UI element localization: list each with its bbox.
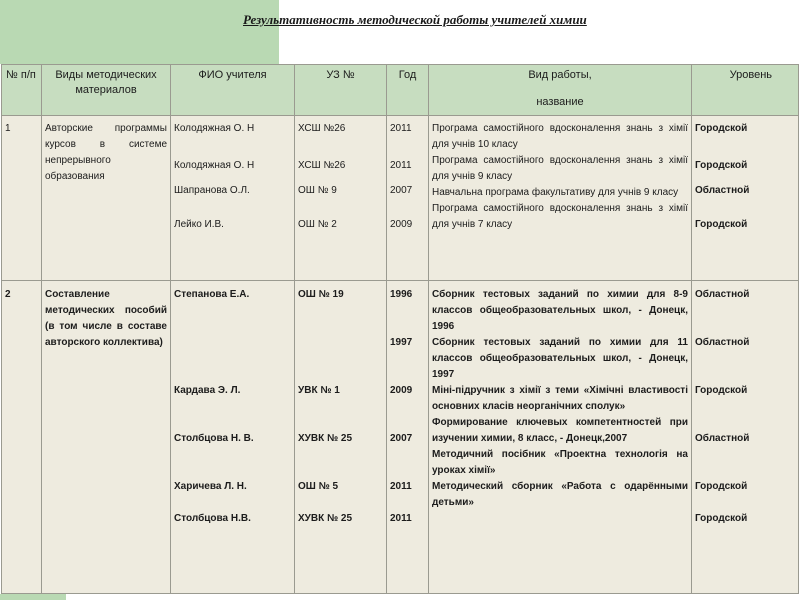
teacher-name: Степанова Е.А. bbox=[174, 289, 250, 300]
year-value: 2009 bbox=[390, 385, 413, 396]
work-title: Сборник тестовых заданий по химии для 8-9 классов общеобразовательных школ, - Донецк, 1996 bbox=[432, 289, 688, 332]
school-number: ОШ № 5 bbox=[298, 481, 339, 492]
school-number: ОШ № 19 bbox=[298, 289, 344, 300]
header-work bbox=[429, 65, 692, 116]
row-number: 1 bbox=[2, 116, 42, 281]
level-cell bbox=[692, 281, 799, 594]
year-value: 2007 bbox=[390, 185, 413, 196]
school-number: УВК № 1 bbox=[298, 385, 340, 396]
year-value: 1997 bbox=[390, 337, 413, 348]
year-value: 2009 bbox=[390, 219, 413, 230]
work-title: Програма самостійного вдосконалення знань з хімії для учнів 10 класу bbox=[432, 123, 688, 150]
row-number: 2 bbox=[2, 281, 42, 594]
school-cell bbox=[295, 281, 387, 594]
school-number: ХСШ №26 bbox=[298, 160, 346, 171]
year-cell bbox=[387, 281, 429, 594]
teacher-cell bbox=[171, 281, 295, 594]
work-title: Міні-підручник з хімії з теми «Хімічні властивості основних класів неорганічних сполук» bbox=[432, 385, 688, 412]
teacher-name: Шапранова О.Л. bbox=[174, 185, 250, 196]
level-value: Городской bbox=[695, 513, 748, 524]
work-title: Програма самостійного вдосконалення знань з хімії для учнів 9 класу bbox=[432, 155, 688, 182]
material-type: Составление методических пособий (в том числе в составе авторского коллектива) bbox=[42, 281, 171, 594]
work-title: Сборник тестовых заданий по химии для 11 классов общеобразовательных школ, - Донецк, 1997 bbox=[432, 337, 688, 380]
teacher-name: Кардава Э. Л. bbox=[174, 385, 241, 396]
level-value: Городской bbox=[695, 385, 748, 396]
work-title: Методический сборник «Работа с одарёнными детьми» bbox=[432, 481, 688, 508]
school-number: ХУВК № 25 bbox=[298, 433, 353, 444]
header-teacher: ФИО учителя bbox=[171, 65, 295, 116]
year-value: 2011 bbox=[390, 513, 412, 524]
material-type: Авторские программы курсов в системе непрерывного образования bbox=[42, 116, 171, 281]
header-year: Год bbox=[387, 65, 429, 116]
level-value: Городской bbox=[695, 481, 748, 492]
work-cell bbox=[429, 116, 692, 281]
school-number: ХУВК № 25 bbox=[298, 513, 353, 524]
level-value: Городской bbox=[695, 219, 748, 230]
level-value: Областной bbox=[695, 289, 750, 300]
school-number: ОШ № 9 bbox=[298, 185, 337, 196]
header-school: УЗ № bbox=[295, 65, 387, 116]
school-number: ХСШ №26 bbox=[298, 123, 346, 134]
level-value: Областной bbox=[695, 185, 750, 196]
school-number: ОШ № 2 bbox=[298, 219, 337, 230]
results-table bbox=[1, 64, 799, 594]
year-cell bbox=[387, 116, 429, 281]
header-level: Уровень bbox=[692, 65, 799, 116]
work-title: Методичний посібник «Проектна технологія на уроках хімії» bbox=[432, 449, 688, 476]
work-title: Програма самостійного вдосконалення знань з хімії для учнів 7 класу bbox=[432, 203, 688, 230]
header-work-sublabel: название bbox=[536, 96, 584, 108]
teacher-name: Столбцова Н. В. bbox=[174, 433, 254, 444]
level-cell bbox=[692, 116, 799, 281]
accent-footer-block bbox=[0, 594, 66, 600]
teacher-name: Колодяжная О. Н bbox=[174, 123, 255, 134]
header-types: Виды методических материалов bbox=[42, 65, 171, 116]
level-value: Городской bbox=[695, 160, 748, 171]
teacher-name: Столбцова Н.В. bbox=[174, 513, 251, 524]
teacher-name: Харичева Л. Н. bbox=[174, 481, 247, 492]
header-work-label: Вид работы, bbox=[528, 69, 592, 81]
table-row bbox=[2, 116, 799, 281]
year-value: 2011 bbox=[390, 481, 412, 492]
level-value: Городской bbox=[695, 123, 748, 134]
teacher-name: Колодяжная О. Н bbox=[174, 160, 255, 171]
teacher-cell bbox=[171, 116, 295, 281]
header-num: № п/п bbox=[2, 65, 42, 116]
level-value: Областной bbox=[695, 433, 750, 444]
year-value: 2011 bbox=[390, 123, 412, 134]
table-row bbox=[2, 281, 799, 594]
year-value: 2007 bbox=[390, 433, 413, 444]
accent-block bbox=[0, 0, 279, 64]
work-title: Формирование ключевых компетентностей при изучении химии, 8 класс, - Донецк,2007 bbox=[432, 417, 688, 444]
header-row bbox=[2, 65, 799, 116]
year-value: 1996 bbox=[390, 289, 413, 300]
work-title: Навчальна програма факультативу для учнів 9 класу bbox=[432, 187, 679, 198]
school-cell bbox=[295, 116, 387, 281]
year-value: 2011 bbox=[390, 160, 412, 171]
page-title: Результативность методической работы учителей химии bbox=[243, 12, 587, 27]
level-value: Областной bbox=[695, 337, 750, 348]
teacher-name: Лейко И.В. bbox=[174, 219, 224, 230]
work-cell bbox=[429, 281, 692, 594]
